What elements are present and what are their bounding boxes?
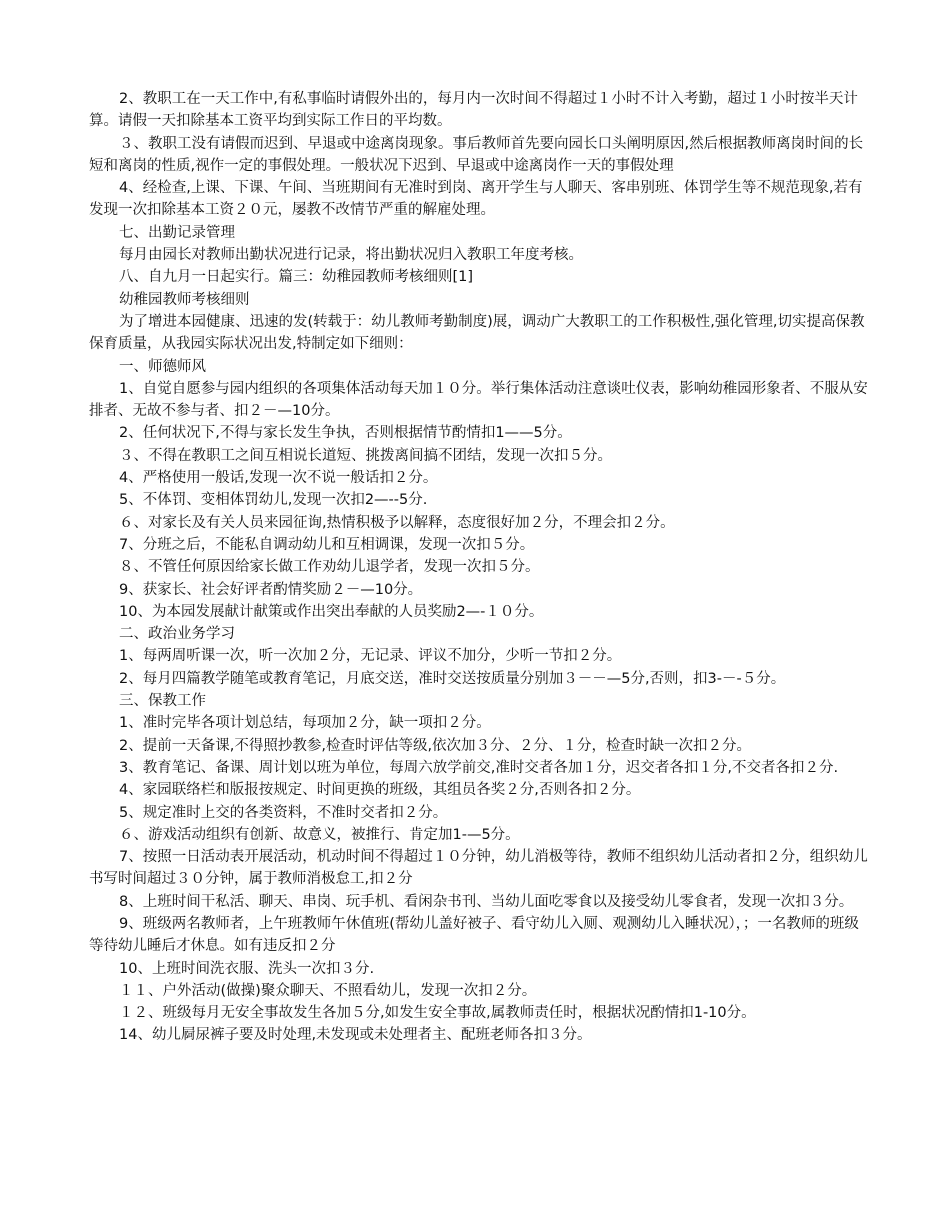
list-item: 14、幼儿屙尿裤子要及时处理,未发现或未处理者主、配班老师各扣３分。 <box>119 1027 592 1044</box>
list-item: 7、分班之后，不能私自调动幼儿和互相调课，发现一次扣５分。 <box>119 536 535 553</box>
list-item: 10、上班时间洗衣服、洗头一次扣３分. <box>119 960 375 977</box>
list-item: 5、不体罚、变相体罚幼儿,发现一次扣2—--5分. <box>119 492 428 509</box>
list-item: ３、不得在教职工之间互相说长道短、挑拨离间搞不团结，发现一次扣５分。 <box>119 447 612 464</box>
paragraph-rule-4: 4、经检查,上课、下课、午间、当班期间有无准时到岗、离开学生与人聊天、客串别班、体罚学生等不规范现象,若有发现一次扣除基本工资２０元，屡教不改情节严重的解雇处理。 <box>89 180 863 219</box>
list-item: 7、按照一日活动表开展活动，机动时间不得超过１０分钟，幼儿消极等待，教师不组织幼儿活动者扣２分，组织幼儿书写时间超过３０分钟，属于教师消极怠工,扣２分 <box>89 849 868 888</box>
section-heading-attendance: 七、出勤记录管理 <box>119 224 235 241</box>
list-item: 4、家园联络栏和版报按规定、时间更换的班级，其组员各奖２分,否则各扣２分。 <box>119 782 641 799</box>
list-item: 1、准时完毕各项计划总结，每项加２分，缺一项扣２分。 <box>119 715 491 732</box>
list-item: 4、严格使用一般话,发现一次不说一般话扣２分。 <box>119 470 438 487</box>
list-item: １１、户外活动(做操)聚众聊天、不照看幼儿，发现一次扣２分。 <box>119 982 537 999</box>
list-item: 2、任何状况下,不得与家长发生争执，否则根据情节酌情扣1——5分。 <box>119 425 572 442</box>
list-item: 10、为本园发展献计献策或作出突出奉献的人员奖励2—-１０分。 <box>119 603 544 620</box>
document-title: 幼稚园教师考核细则 <box>119 291 250 308</box>
list-item: ８、不管任何原因给家长做工作劝幼儿退学者，发现一次扣５分。 <box>119 559 540 576</box>
list-item: 2、提前一天备课,不得照抄教参,检查时评估等级,依次加３分、２分、１分，检查时缺一次扣２分。 <box>119 737 752 754</box>
list-item: 1、自觉自愿参与园内组织的各项集体活动每天加１０分。举行集体活动注意谈吐仪表，影响幼稚园形象者、不服从安排者、无故不参与者、扣２－—10分。 <box>89 380 868 420</box>
section-heading-study: 二、政治业务学习 <box>119 626 235 643</box>
paragraph-rule-3: ３、教职工没有请假而迟到、早退或中途离岗现象。事后教师首先要向园长口头阐明原因,然后根据教师离岗时间的长短和离岗的性质,视作一定的事假处理。一般状况下迟到、早退或中途离岗作一天的事假处理 <box>89 135 864 174</box>
list-item: 8、上班时间干私活、聊天、串岗、玩手机、看闲杂书刊、当幼儿面吃零食以及接受幼儿零食者，发现一次扣３分。 <box>119 893 854 910</box>
list-item: 2、每月四篇教学随笔或教育笔记，月底交送，准时交送按质量分别加３－－—5分,否则，扣3-－-５分。 <box>119 670 786 687</box>
list-item: 9、获家长、社会好评者酌情奖励２－—10分。 <box>119 581 423 598</box>
paragraph-rule-2: 2、教职工在一天工作中,有私事临时请假外出的，每月内一次时间不得超过１小时不计入考勤，超过１小时按半天计算。请假一天扣除基本工资平均到实际工作日的平均数。 <box>89 91 858 130</box>
list-item: 3、教育笔记、备课、周计划以班为单位，每周六放学前交,准时交者各加１分，迟交者各扣１分,不交者各扣２分. <box>119 759 839 776</box>
section-heading-ethics: 一、师德师风 <box>119 358 206 375</box>
list-item: ６、对家长及有关人员来园征询,热情积极予以解释，态度很好加２分，不理会扣２分。 <box>119 514 675 531</box>
list-item: 1、每两周听课一次，听一次加２分，无记录、评议不加分，少听一节扣２分。 <box>119 648 622 665</box>
list-item: 9、班级两名教师者，上午班教师午休值班(帮幼儿盖好被子、看守幼儿入厕、观测幼儿入睡状况），；一名教师的班级等待幼儿睡后才休息。如有违反扣２分 <box>89 915 859 955</box>
section-heading-care: 三、保教工作 <box>119 693 206 710</box>
list-item: 5、规定准时上交的各类资料，不准时交者扣２分。 <box>119 804 448 821</box>
document-body <box>89 88 869 1047</box>
list-item: ６、游戏活动组织有创新、故意义，被推行、肯定加1-—5分。 <box>119 826 520 843</box>
paragraph-effective-date: 八、自九月一日起实行。篇三：幼稚园教师考核细则[1] <box>119 269 474 286</box>
paragraph-intro: 为了增进本园健康、迅速的发(转载于：幼儿教师考勤制度)展，调动广大教职工的工作积极性,强化管理,切实提高保教保育质量，从我园实际状况出发,特制定如下细则： <box>89 313 865 353</box>
list-item: １２、班级每月无安全事故发生各加５分,如发生安全事故,属教师责任时，根据状况酌情扣1-10分。 <box>119 1005 756 1022</box>
paragraph-attendance: 每月由园长对教师出勤状况进行记录，将出勤状况归入教职工年度考核。 <box>119 247 583 264</box>
